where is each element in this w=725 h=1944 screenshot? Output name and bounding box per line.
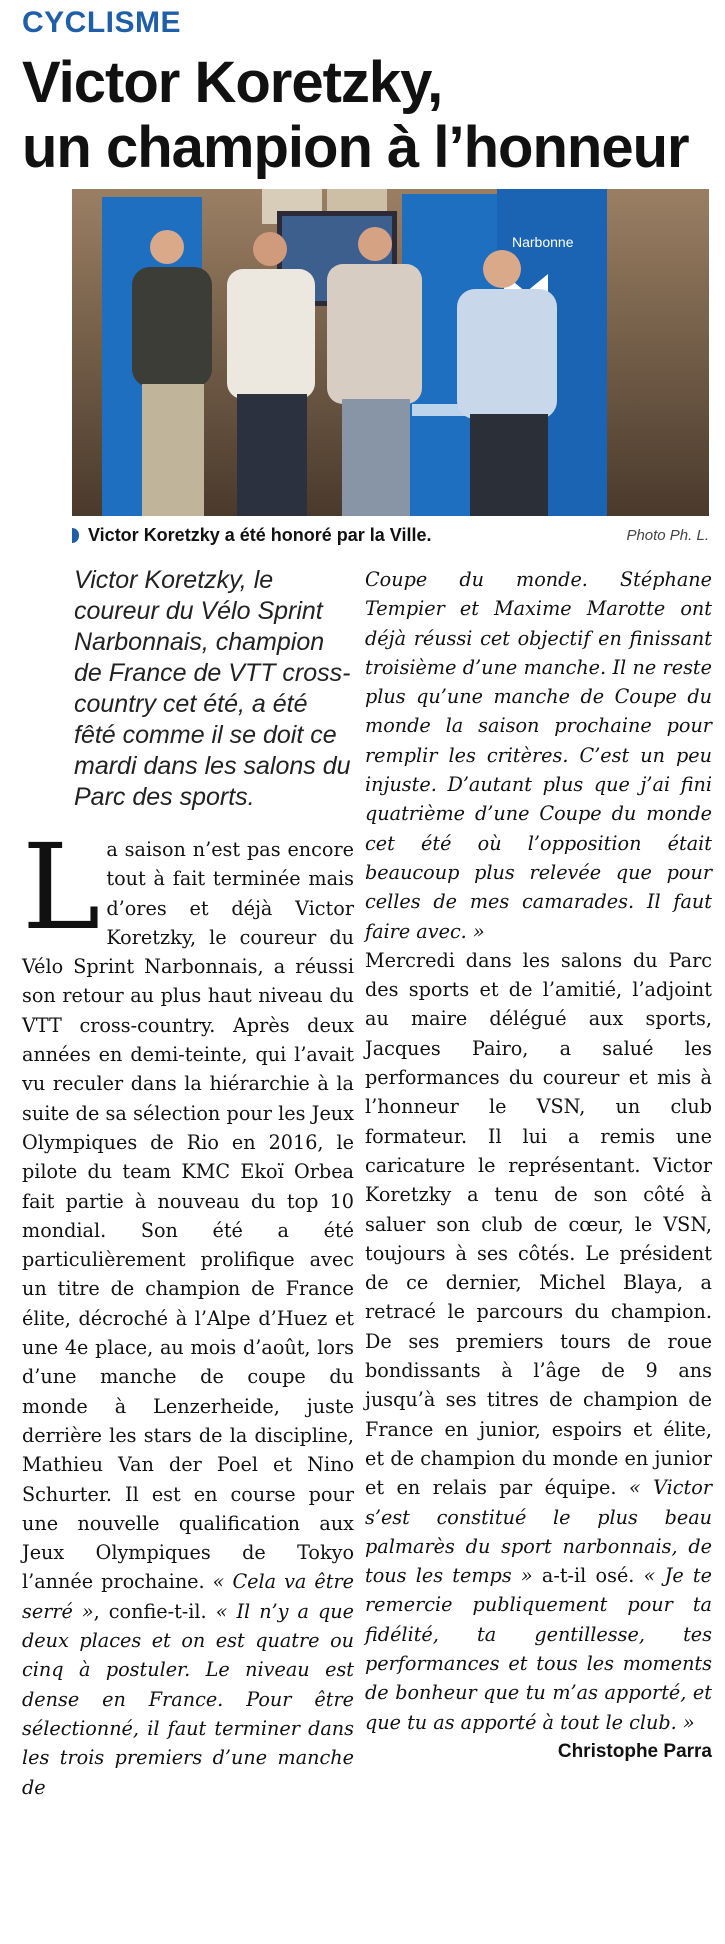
body-text-1: a saison n’est pas encore tout à fait terminée mais d’ores et déjà Victor Koretzky, le coureur du Vélo Sprint Narbonnais, a réussi son retour au plus haut niveau du VTT cross-country. Après deux années en demi-teinte, qui l’avait vu reculer dans la hiérarchie à la suite de sa sélection pour les Jeux Olympiques de Rio en 2016, le pilote du team KMC Ekoï Orbea fait partie à nouveau du top 10 mondial. Son été a été particulièrement prolifique avec un titre de champion de France élite, décroché à l’Alpe d’Huez et une 4e place, au mois d’août, lors d’une manche de coupe du monde à Lenzerheide, juste derrière les stars de la discipline, Mathieu Van der Poel et Nino Schurter. Il est en course pour une nouvelle qualification aux Jeux Olympiques de Tokyo l’année prochaine. bbox=[22, 838, 354, 1594]
quote-2b: Coupe du monde. Stéphane Tempier et Maxime Marotte ont déjà réussi cet objectif en finissant troisième d’une manche. Il ne reste plus qu’une manche de Coupe du monde la saison prochaine pour remplir les critères. C’est un peu injuste. D’autant plus que j’ai fini quatrième d’une Coupe du monde cet été où l’opposition était beaucoup plus relevée que pour celles de mes camarades. Il faut faire avec. » bbox=[365, 568, 712, 943]
dropcap: L bbox=[22, 818, 101, 956]
headline-line-2: un champion à l’honneur bbox=[22, 115, 689, 180]
quote-4: « Je te remercie publiquement pour ta fidélité, ta gentillesse, tes performances et tous les moments de bonheur que tu m’as apporté, et que tu as apporté à tout le club. » bbox=[365, 1564, 712, 1734]
body-paragraph-2 bbox=[365, 946, 712, 1737]
photo-credit: Photo Ph. L. bbox=[626, 527, 709, 544]
caption-text: Victor Koretzky a été honoré par la Ville. bbox=[88, 525, 432, 545]
quote-2a: « Il n’y a que deux places et on est quatre ou cinq à postuler. Le niveau est dense en France. Pour être sélectionné, il faut terminer dans les trois premiers d’une manche de bbox=[22, 1599, 354, 1799]
body-text-3: a-t-il osé. bbox=[532, 1564, 635, 1588]
photo-illustration bbox=[72, 189, 709, 516]
body-paragraph-1 bbox=[22, 818, 354, 1802]
body-text-2: Mercredi dans les salons du Parc des sports et de l’amitié, l’adjoint au maire délégué aux sports, Jacques Pairo, a salué les performances du coureur et mis à l’honneur le VSN, un club formateur. Il lui a remis une caricature le représentant. Victor Koretzky a tenu de son côté à saluer son club de cœur, le VSN, toujours à ses côtés. Le président de ce dernier, Michel Blaya, a retracé le parcours du champion. De ses premiers tours de roue bondissants à l’âge de 9 ans jusqu’à ses titres de champion de France en junior, espoirs et élite, et de champion du monde en junior et en relais par équipe. bbox=[365, 948, 712, 1500]
banner-text: Narbonne bbox=[512, 234, 574, 250]
article-column-right bbox=[365, 565, 712, 1763]
author-signature: Christophe Parra bbox=[557, 1740, 712, 1762]
article-photo bbox=[72, 189, 709, 516]
chapo: Victor Koretzky, le coureur du Vélo Sprint Narbonnais, champion de France de VTT cross-country cet été, a été fêté comme il se doit ce mardi dans les salons du Parc des sports. bbox=[74, 566, 351, 811]
headline bbox=[22, 50, 712, 180]
body-text-1b: , confie-t-il. bbox=[93, 1599, 207, 1623]
article-column-left bbox=[22, 565, 354, 1802]
rubric: CYCLISME bbox=[22, 6, 182, 39]
headline-line-1: Victor Koretzky, bbox=[22, 50, 443, 115]
photo-caption bbox=[72, 523, 709, 549]
quote-1: « Cela va être serré » bbox=[22, 1570, 354, 1623]
caption-bullet-icon bbox=[72, 528, 79, 543]
quote-3: « Victor s’est constitué le plus beau palmarès du sport narbonnais, de tous les temps » bbox=[365, 1476, 712, 1588]
